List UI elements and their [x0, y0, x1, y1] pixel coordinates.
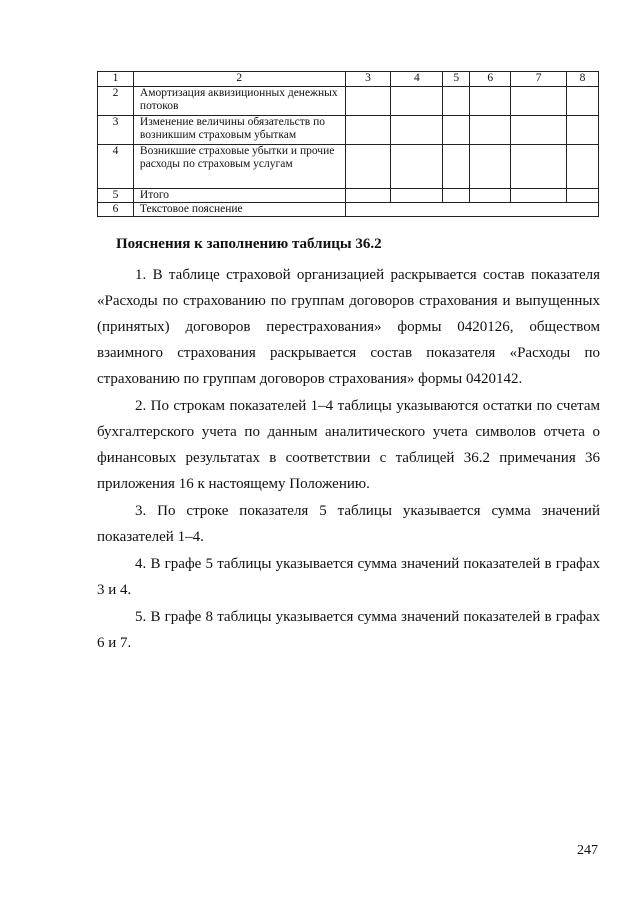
column-header: 4 — [391, 72, 443, 87]
column-header: 8 — [567, 72, 599, 87]
table-header-row — [98, 72, 599, 87]
table-cell — [345, 145, 391, 189]
indicator-table — [97, 71, 599, 217]
table-row — [98, 189, 599, 203]
table-cell — [391, 189, 443, 203]
table-cell — [511, 189, 567, 203]
row-label: Изменение величины обязательств по возникшим страховым убыткам — [133, 116, 345, 145]
table-row — [98, 145, 599, 189]
column-header: 5 — [443, 72, 470, 87]
table-cell — [443, 145, 470, 189]
paragraph: 4. В графе 5 таблицы указывается сумма значений показателей в графах 3 и 4. — [97, 556, 600, 598]
row-number: 2 — [98, 87, 134, 116]
column-header: 6 — [470, 72, 511, 87]
table-cell — [391, 145, 443, 189]
table-cell — [511, 87, 567, 116]
table-cell — [567, 87, 599, 116]
table-row — [98, 203, 599, 217]
table-cell — [567, 116, 599, 145]
table-cell — [470, 145, 511, 189]
paragraph: 1. В таблице страховой организацией раскрывается состав показателя «Расходы по страхованию по группам договоров страхования и выпущенных (принятых) договоров перестрахования» формы 0420126, обществом взаимного страхования раскрывается состав показателя «Расходы по страхованию по группам договоров страхования» формы 0420142. — [97, 267, 600, 387]
table-cell — [345, 189, 391, 203]
table-row — [98, 87, 599, 116]
table-cell — [443, 189, 470, 203]
table-cell — [345, 116, 391, 145]
text-explanation-cell — [345, 203, 598, 217]
table-cell — [345, 87, 391, 116]
row-label: Текстовое пояснение — [133, 203, 345, 217]
table-cell — [443, 87, 470, 116]
table-cell — [511, 116, 567, 145]
column-header: 1 — [98, 72, 134, 87]
column-header: 2 — [133, 72, 345, 87]
row-label: Амортизация аквизиционных денежных потоков — [133, 87, 345, 116]
column-header: 7 — [511, 72, 567, 87]
table-row — [98, 116, 599, 145]
row-number: 6 — [98, 203, 134, 217]
row-label: Возникшие страховые убытки и прочие расходы по страховым услугам — [133, 145, 345, 189]
table-cell — [567, 145, 599, 189]
paragraph: 3. По строке показателя 5 таблицы указывается сумма значений показателей 1–4. — [97, 503, 600, 545]
row-number: 3 — [98, 116, 134, 145]
explanation-text — [97, 262, 600, 657]
table-cell — [470, 116, 511, 145]
table-cell — [443, 116, 470, 145]
table-cell — [470, 87, 511, 116]
table-cell — [391, 116, 443, 145]
section-heading: Пояснения к заполнению таблицы 36.2 — [116, 236, 382, 252]
table-cell — [567, 189, 599, 203]
row-label: Итого — [133, 189, 345, 203]
paragraph: 5. В графе 8 таблицы указывается сумма значений показателей в графах 6 и 7. — [97, 609, 600, 651]
column-header: 3 — [345, 72, 391, 87]
row-number: 5 — [98, 189, 134, 203]
table-cell — [470, 189, 511, 203]
table-cell — [511, 145, 567, 189]
page-number: 247 — [577, 843, 598, 858]
table-cell — [391, 87, 443, 116]
row-number: 4 — [98, 145, 134, 189]
paragraph: 2. По строкам показателей 1–4 таблицы указываются остатки по счетам бухгалтерского учета по данным аналитического учета символов отчета о финансовых результатах в соответствии с таблицей 36.2 примечания 36 приложения 16 к настоящему Положению. — [97, 398, 600, 492]
